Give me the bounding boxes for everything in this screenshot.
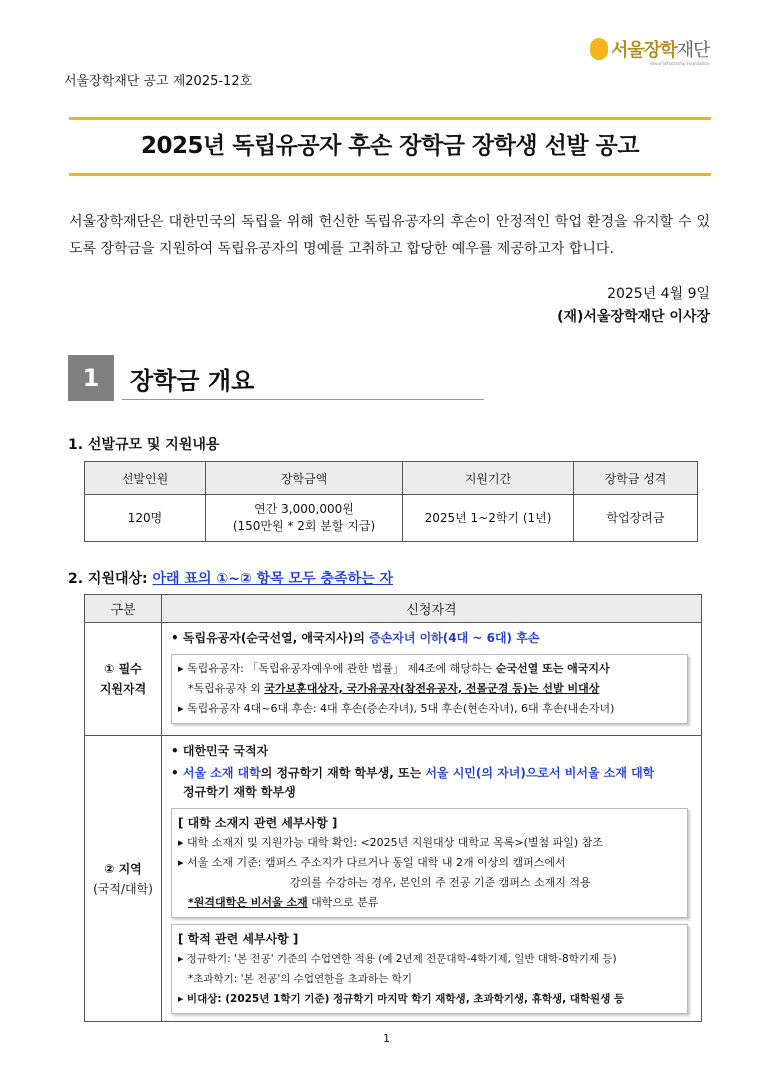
bullet-highlight: 증손자녀 이하(4대 ~ 6대) 후손: [369, 631, 540, 645]
detail-underline: 국가보훈대상자, 국가유공자(참전유공자, 전몰군경 등)는 선발 비대상: [264, 682, 600, 695]
bullet-highlight: 서울 시민(의 자녀)으로서 비서울 소재 대학: [425, 766, 655, 780]
support-table: [84, 461, 698, 542]
section-title: 장학금 개요: [130, 367, 255, 395]
row-label: [85, 736, 162, 1022]
detail-line: ▸ 비대상: (2025년 1학기 기준) 정규학기 마지막 학기 재학생, 초과학기생, 휴학생, 대학원생 등: [178, 993, 625, 1005]
detail-text: *독립유공자 외: [188, 682, 265, 695]
row-label: [85, 623, 162, 736]
list-item: • 서울 소재 대학의 정규학기 재학 학부생, 또는 서울 시민(의 자녀)으로서 비서울 소재 대학 정규학기 재학 학부생: [171, 766, 655, 799]
detail-line: [178, 679, 681, 699]
table-cell: 학업장려금: [574, 495, 698, 542]
amount-line: 연간 3,000,000원: [254, 502, 354, 516]
detail-box: [171, 654, 688, 724]
eligibility-table: [84, 594, 702, 1022]
subsection-2-highlight: 아래 표의 ①~② 항목 모두 충족하는 자: [152, 571, 394, 587]
row-label-line: (국적/대학): [93, 881, 153, 896]
list-item: • 대한민국 국적자: [171, 744, 269, 758]
table-header: 지원기간: [403, 462, 574, 495]
table-cell: [162, 736, 702, 1022]
intro-paragraph: 서울장학재단은 대한민국의 독립을 위해 헌신한 독립유공자의 후손이 안정적인 학업 환경을 유지할 수 있도록 장학금을 지원하여 독립유공자의 명예를 고취하고 합당한 예우를 제공하고자 합니다.: [69, 214, 710, 257]
logo-subtitle: Seoul Scholarship Foundation: [650, 61, 710, 66]
notice-date: 2025년 4월 9일: [607, 286, 710, 302]
detail-line: *초과학기: '본 전공'의 수업연한을 초과하는 학기: [188, 973, 412, 985]
table-cell: [162, 623, 702, 736]
table-row: [85, 495, 698, 542]
row-label-line: 지원자격: [99, 682, 147, 696]
detail-line: ▸ 정규학기: '본 전공' 기준의 수업연한 적용 (예 2년제 전문대학-4학기제, 일반 대학-8학기제 등): [178, 953, 617, 965]
detail-line: ▸ 서울 소재 기준: 캠퍼스 주소지가 다르거나 동일 대학 내 2개 이상의 캠퍼스에서: [178, 856, 566, 869]
logo-name: 서울장학: [611, 40, 677, 61]
amount-note: (150만원 * 2회 분할 지급): [232, 519, 376, 533]
detail-line: 강의를 수강하는 경우, 본인의 주 전공 기준 캠퍼스 소재지 적용: [290, 876, 591, 889]
table-row: [85, 623, 702, 736]
detail-line: ▸ 대학 소재지 및 지원가능 대학 확인: <2025년 지원대상 대학교 목록>(별첨 파일) 참조: [178, 836, 603, 849]
subsection-2-title: [68, 568, 393, 588]
table-header: 구분: [85, 595, 162, 623]
section-number: 1: [68, 355, 114, 401]
logo-mark-icon: [590, 38, 608, 60]
signer: (재)서울장학재단 이사장: [557, 309, 710, 325]
row-label-line: ② 지역: [104, 861, 142, 876]
table-row: [85, 736, 702, 1022]
logo-name-suffix: 재단: [676, 40, 710, 61]
title-bar: [69, 117, 711, 176]
table-cell: 120명: [85, 495, 206, 542]
detail-box: [171, 808, 688, 918]
section-underline: [122, 399, 484, 400]
table-header: 신청자격: [162, 595, 702, 623]
detail-line: [178, 659, 681, 679]
list-item: • 독립유공자(순국선열, 애국지사)의 증손자녀 이하(4대 ~ 6대) 후손: [171, 631, 540, 645]
page-title: 2025년 독립유공자 후손 장학금 장학생 선발 공고: [141, 133, 639, 159]
detail-box-title: [ 학적 관련 세부사항 ]: [178, 932, 299, 946]
table-cell: [206, 495, 403, 542]
table-header: 장학금 성격: [574, 462, 698, 495]
page-number: 1: [383, 1032, 390, 1045]
subsection-2-label: 2. 지원대상:: [68, 571, 153, 587]
bullet-text: 의 정규학기 재학 학부생, 또는: [260, 766, 426, 780]
bullet-text: 정규학기 재학 학부생: [183, 785, 296, 799]
table-header-row: [85, 462, 698, 495]
detail-line: ▸ 독립유공자 4대~6대 후손: 4대 후손(증손자녀), 5대 후손(현손자녀), 6대 후손(내손자녀): [178, 702, 615, 715]
bullet-highlight: 서울 소재 대학: [182, 766, 261, 780]
detail-bold: 순국선열 또는 애국지사: [495, 662, 610, 675]
table-header: 선발인원: [85, 462, 206, 495]
detail-line: [178, 893, 681, 913]
table-cell: 2025년 1~2학기 (1년): [403, 495, 574, 542]
bullet-text: 대한민국 국적자: [182, 744, 269, 758]
table-header: 장학금액: [206, 462, 403, 495]
foundation-logo: [590, 34, 710, 70]
detail-underline: *원격대학은 비서울 소재: [188, 896, 308, 909]
detail-box-title: [ 대학 소재지 관련 세부사항 ]: [178, 816, 338, 830]
row-label-line: ① 필수: [104, 662, 142, 676]
detail-box: [171, 924, 688, 1014]
bullet-text: 독립유공자(순국선열, 애국지사)의: [182, 631, 370, 645]
detail-text: 대학으로 분류: [307, 896, 379, 909]
subsection-1-title: 1. 선발규모 및 지원내용: [68, 437, 220, 453]
notice-number: 서울장학재단 공고 제2025-12호: [64, 74, 253, 89]
detail-text: ▸ 독립유공자: 「독립유공자예우에 관한 법률」 제4조에 해당하는: [178, 662, 496, 675]
table-header-row: [85, 595, 702, 623]
